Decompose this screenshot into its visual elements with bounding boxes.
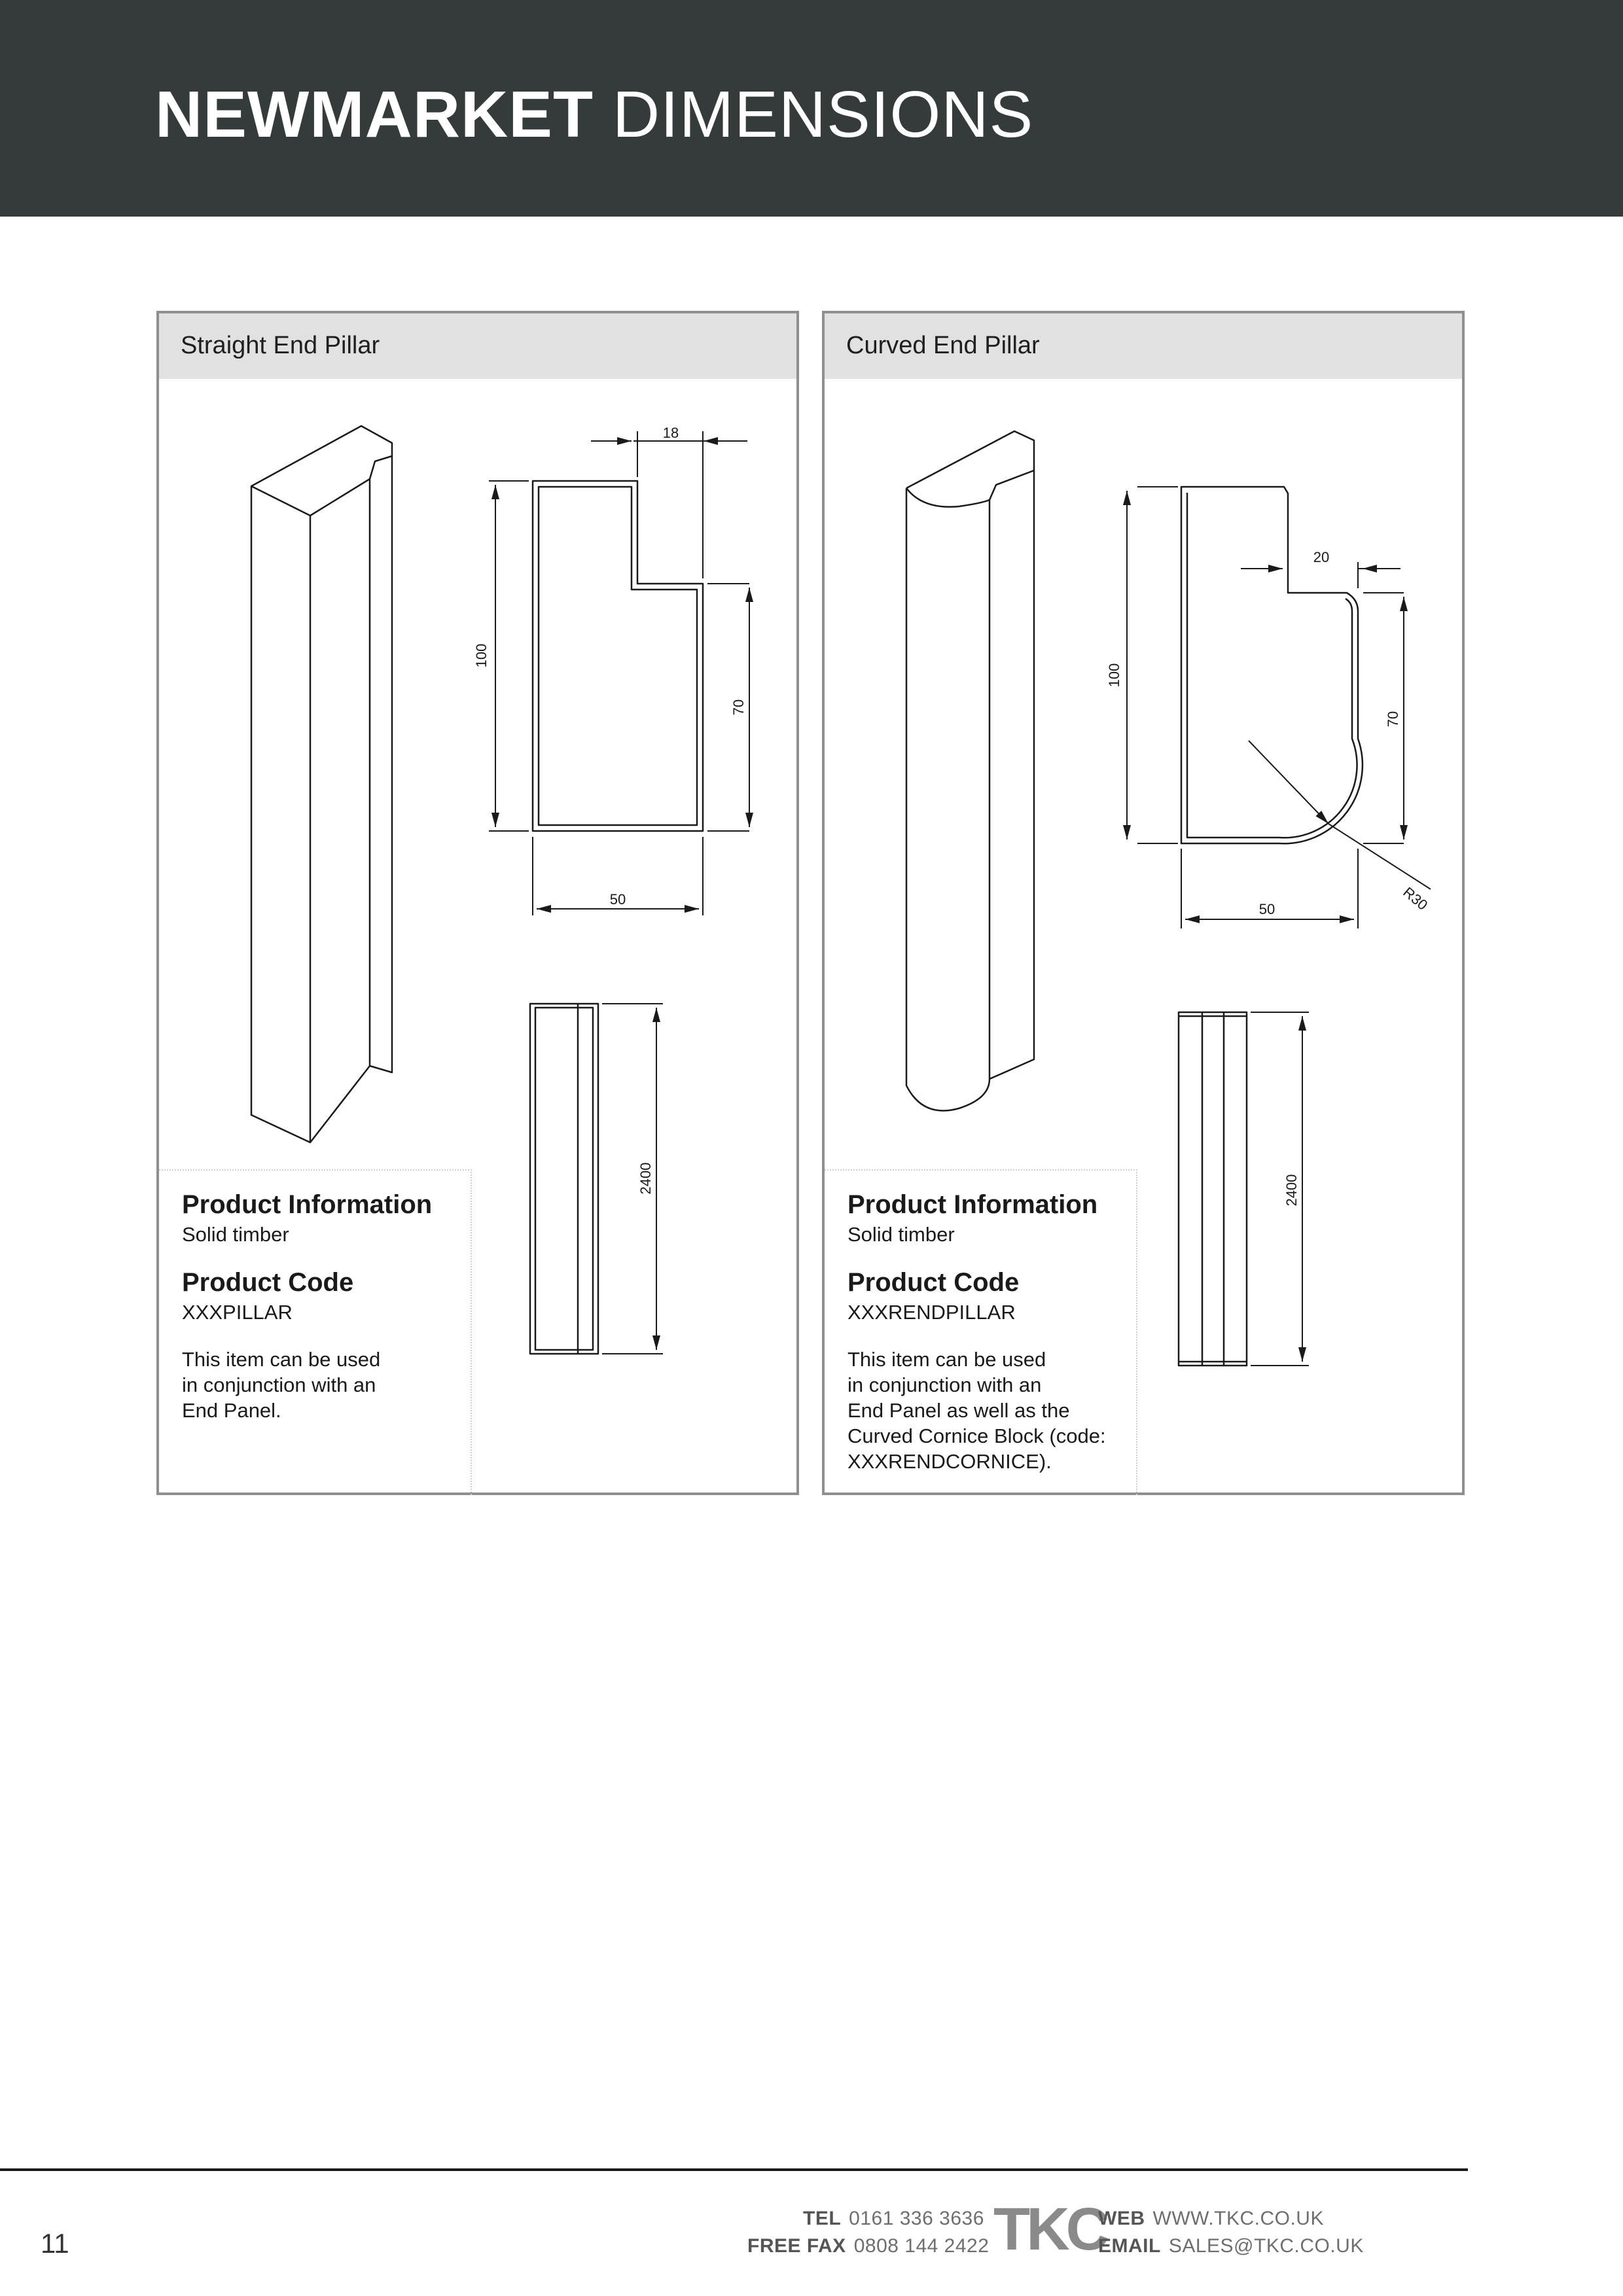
product-info-text: Solid timber <box>182 1223 289 1246</box>
card-title: Curved End Pillar <box>846 332 1040 359</box>
dim-label-width-top: 20 <box>1313 549 1330 565</box>
profile-dimensions <box>489 431 749 915</box>
email-label: EMAIL <box>1098 2235 1161 2257</box>
product-code-heading: Product Code <box>182 1268 354 1297</box>
page-title-bold: NEWMARKET <box>155 78 594 151</box>
product-note-line: in conjunction with an <box>182 1373 376 1396</box>
dim-label-height: 100 <box>473 643 490 668</box>
web-label: WEB <box>1098 2208 1145 2229</box>
web-link[interactable]: WWW.TKC.CO.UK <box>1152 2208 1324 2229</box>
product-info-heading: Product Information <box>847 1190 1098 1219</box>
product-code: XXXRENDPILLAR <box>847 1301 1016 1324</box>
page-header <box>0 0 1623 217</box>
product-note-line: End Panel as well as the <box>847 1399 1070 1422</box>
product-note-line: in conjunction with an <box>847 1373 1042 1396</box>
product-note-line: End Panel. <box>182 1399 281 1422</box>
footer-rule <box>0 2168 1468 2171</box>
footer-fax <box>747 2235 989 2257</box>
product-code: XXXPILLAR <box>182 1301 293 1324</box>
product-note-line: Curved Cornice Block (code: <box>847 1424 1106 1447</box>
fax-value: 0808 144 2422 <box>853 2235 990 2257</box>
product-info-box <box>825 1169 1137 1495</box>
product-info-box <box>159 1169 472 1495</box>
dim-label-length: 2400 <box>1283 1174 1300 1207</box>
dim-label-lower-height: 70 <box>1385 711 1401 728</box>
page-title <box>155 77 1033 152</box>
product-info-text: Solid timber <box>847 1223 955 1246</box>
pillar-side-drawing <box>530 1004 598 1354</box>
card-title: Straight End Pillar <box>181 332 380 359</box>
tkc-logo <box>992 2196 1106 2263</box>
dim-label-width: 50 <box>1258 901 1275 917</box>
footer-web <box>1098 2208 1324 2230</box>
product-note-line: XXXRENDCORNICE). <box>847 1450 1052 1473</box>
curved-pillar-3d-drawing <box>906 431 1034 1110</box>
curved-profile-dimensions <box>1127 487 1431 928</box>
email-link[interactable]: SALES@TKC.CO.UK <box>1168 2235 1364 2257</box>
pillar-profile-drawing <box>533 481 703 831</box>
logo-text: TKC <box>993 2196 1106 2263</box>
dim-label-height: 100 <box>1106 663 1122 688</box>
product-note-line: This item can be used <box>847 1348 1046 1371</box>
product-code-heading: Product Code <box>847 1268 1020 1297</box>
length-dimension <box>602 1004 663 1354</box>
footer-tel <box>803 2208 984 2230</box>
curved-pillar-side-drawing <box>1179 1012 1247 1366</box>
product-note-line: This item can be used <box>182 1348 381 1371</box>
curved-end-pillar-card <box>822 311 1465 1495</box>
product-note <box>847 1347 1135 1474</box>
page-number: 11 <box>41 2228 69 2259</box>
dim-label-width-top: 18 <box>662 425 679 441</box>
page-title-light: DIMENSIONS <box>612 78 1034 151</box>
dim-label-lower-height: 70 <box>730 699 747 716</box>
curved-pillar-profile-drawing <box>1181 487 1363 843</box>
curved-length-dimension <box>1251 1012 1309 1366</box>
dim-label-width: 50 <box>609 891 626 908</box>
straight-end-pillar-card <box>156 311 799 1495</box>
pillar-3d-drawing <box>251 426 392 1142</box>
tel-value: 0161 336 3636 <box>849 2208 984 2229</box>
dim-label-radius: R30 <box>1400 883 1431 913</box>
product-info-heading: Product Information <box>182 1190 433 1219</box>
tel-label: TEL <box>803 2208 842 2229</box>
product-note <box>182 1347 470 1423</box>
dim-label-length: 2400 <box>637 1162 654 1195</box>
fax-label: FREE FAX <box>747 2235 846 2257</box>
footer-email <box>1098 2235 1364 2257</box>
